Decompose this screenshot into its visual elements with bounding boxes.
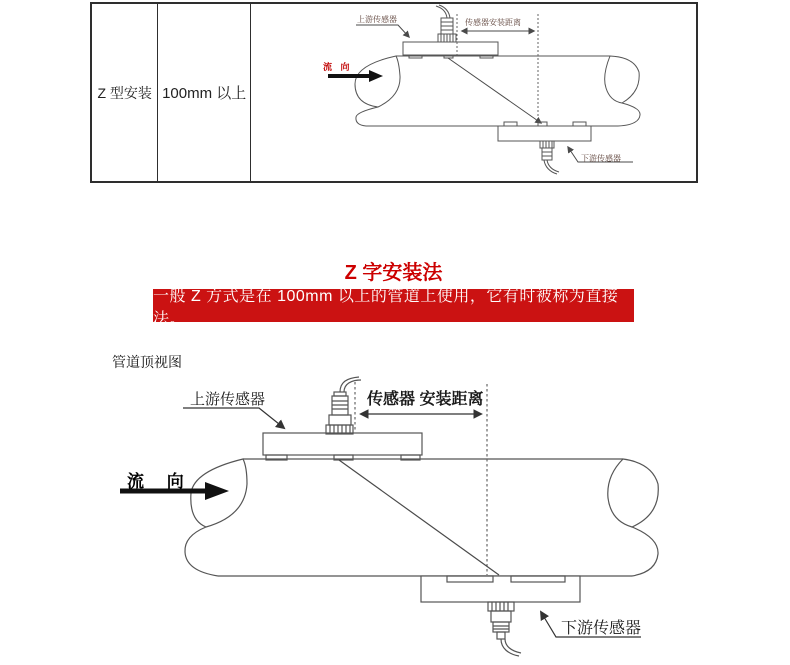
pipe-right-break-s bbox=[632, 527, 658, 576]
installation-spec-table bbox=[90, 2, 698, 183]
downstream-sensor-label: 下游传感器 bbox=[581, 154, 621, 163]
sensor-distance-label: 传感器 安装距离 bbox=[367, 391, 484, 408]
pipe-right-break bbox=[608, 459, 658, 527]
downstream-sensor-block bbox=[498, 126, 591, 141]
upstream-sensor-label: 上游传感器 bbox=[357, 15, 397, 24]
pipe-size-label: 100mm 以上 bbox=[162, 85, 247, 102]
z-install-small-diagram bbox=[251, 4, 696, 181]
downstream-sensor-block bbox=[421, 576, 580, 602]
signal-path-diagonal bbox=[339, 460, 499, 575]
table-cell-install-type bbox=[92, 4, 158, 181]
top-view-caption: 管道顶视图 bbox=[112, 354, 182, 370]
pipe-right-break bbox=[605, 56, 640, 103]
pipe-left-break-s bbox=[185, 527, 218, 576]
install-type-label: Z 型安装 bbox=[97, 84, 152, 101]
upstream-sensor-block bbox=[403, 42, 498, 55]
downstream-sensor-label: 下游传感器 bbox=[561, 620, 642, 637]
pipe-left-break bbox=[355, 56, 400, 107]
section-title: Z 字安装法 bbox=[344, 262, 443, 284]
table-cell-pipe-size bbox=[158, 4, 251, 181]
upstream-cable bbox=[340, 377, 361, 392]
downstream-cable bbox=[544, 160, 559, 174]
downstream-cable bbox=[501, 639, 521, 656]
z-install-main-diagram bbox=[95, 370, 695, 665]
pipe-left-break-s bbox=[356, 107, 378, 126]
upstream-label-leader bbox=[183, 408, 284, 428]
signal-path-diagonal bbox=[448, 58, 541, 123]
section-banner-text: 一般 Z 方式是在 100mm 以上的管道上使用，它有时被称为直接法。 bbox=[153, 287, 619, 328]
flow-direction-label: 流 向 bbox=[323, 62, 353, 72]
upstream-cable bbox=[436, 5, 450, 18]
upstream-label-leader bbox=[356, 25, 409, 37]
upstream-sensor-label: 上游传感器 bbox=[190, 391, 266, 408]
flow-direction-label: 流 向 bbox=[127, 472, 193, 491]
section-banner bbox=[153, 287, 634, 328]
sensor-distance-label: 传感器安装距离 bbox=[465, 18, 521, 27]
upstream-sensor-block bbox=[263, 433, 422, 455]
pipe-right-break-s bbox=[618, 103, 640, 126]
table-cell-diagram bbox=[251, 4, 696, 181]
